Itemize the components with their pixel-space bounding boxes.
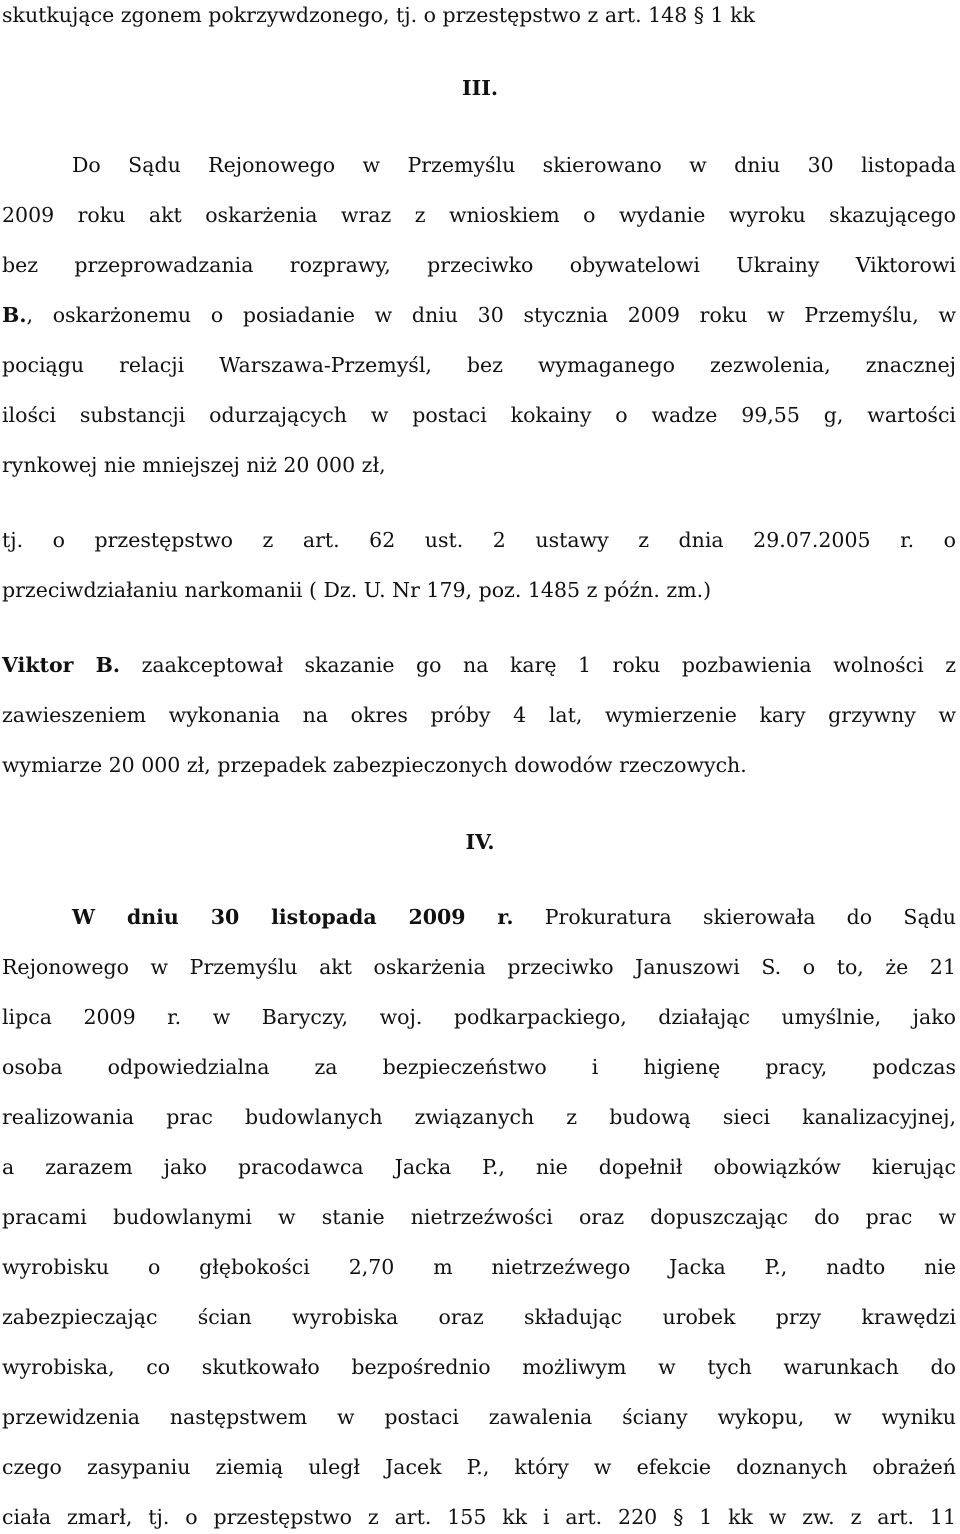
paragraph-line <box>2 300 956 330</box>
paragraph-line: realizowania prac budowlanych związanych z budową sieci kanalizacyjnej, <box>2 1105 956 1129</box>
paragraph-line: zawieszeniem wykonania na okres próby 4 lat, wymierzenie kary grzywny w <box>2 703 956 727</box>
paragraph-line: Rejonowego w Przemyślu akt oskarżenia przeciwko Januszowi S. o to, że 21 <box>2 955 956 979</box>
line-text: ciała zmarł, tj. o przestępstwo z art. 155 kk i art. 220 <box>2 1505 674 1529</box>
line-text: zaakceptował skazanie go na karę 1 roku pozbawienia wolności z <box>120 653 956 677</box>
paragraph-line: bez przeprowadzania rozprawy, przeciwko obywatelowi Ukrainy Viktorowi <box>2 253 956 277</box>
line-text: skutkujące zgonem pokrzywdzonego, tj. o przestępstwo z art. 148 <box>2 3 694 27</box>
paragraph-line <box>72 902 956 932</box>
paragraph-line <box>2 650 956 680</box>
paragraph-line <box>2 1502 956 1532</box>
paragraph-line: przewidzenia następstwem w postaci zawalenia ściany wykopu, w wyniku <box>2 1405 956 1429</box>
date-phrase: W dniu 30 listopada 2009 r. <box>72 905 514 929</box>
paragraph-line: Do Sądu Rejonowego w Przemyślu skierowano w dniu 30 listopada <box>72 153 956 177</box>
paragraph-line: pociągu relacji Warszawa-Przemyśl, bez wymaganego zezwolenia, znacznej <box>2 353 956 377</box>
defendant-name: Viktor B. <box>2 653 121 677</box>
line-text: 1 kk <box>704 3 755 27</box>
defendant-name: B. <box>2 303 27 327</box>
paragraph-line: wyrobiska, co skutkowało bezpośrednio możliwym w tych warunkach do <box>2 1355 956 1379</box>
paragraph-line: osoba odpowiedzialna za bezpieczeństwo i higienę pracy, podczas <box>2 1055 956 1079</box>
text-line-1 <box>2 0 956 30</box>
line-text: , oskarżonemu o posiadanie w dniu 30 stycznia 2009 roku w Przemyślu, w <box>26 303 956 327</box>
section-sign: § <box>693 3 705 27</box>
section-sign: § <box>673 1505 684 1529</box>
paragraph-line: pracami budowlanymi w stanie nietrzeźwości oraz dopuszczając do prac w <box>2 1205 956 1229</box>
paragraph-line: ilości substancji odurzających w postaci kokainy o wadze 99,55 g, wartości <box>2 403 956 427</box>
section-heading-iii: III. <box>462 76 498 100</box>
charge-line: przeciwdziałaniu narkomanii ( Dz. U. Nr 179, poz. 1485 z późn. zm.) <box>2 578 712 602</box>
charge-line: tj. o przestępstwo z art. 62 ust. 2 ustawy z dnia 29.07.2005 r. o <box>2 528 956 552</box>
line-text: 1 kk w zw. z art. 11 <box>683 1505 956 1529</box>
paragraph-line: zabezpieczając ścian wyrobiska oraz składując urobek przy krawędzi <box>2 1305 956 1329</box>
line-text: Prokuratura skierowała do Sądu <box>513 905 956 929</box>
paragraph-line: a zarazem jako pracodawca Jacka P., nie dopełnił obowiązków kierując <box>2 1155 956 1179</box>
paragraph-line: wymiarze 20 000 zł, przepadek zabezpieczonych dowodów rzeczowych. <box>2 753 747 777</box>
paragraph-line: 2009 roku akt oskarżenia wraz z wnioskiem o wydanie wyroku skazującego <box>2 203 956 227</box>
paragraph-line: czego zasypaniu ziemią uległ Jacek P., który w efekcie doznanych obrażeń <box>2 1455 956 1479</box>
paragraph-line: lipca 2009 r. w Baryczy, woj. podkarpackiego, działając umyślnie, jako <box>2 1005 956 1029</box>
paragraph-line: rynkowej nie mniejszej niż 20 000 zł, <box>2 453 386 477</box>
section-heading-iv: IV. <box>465 830 495 854</box>
paragraph-line: wyrobisku o głębokości 2,70 m nietrzeźwego Jacka P., nadto nie <box>2 1255 956 1279</box>
